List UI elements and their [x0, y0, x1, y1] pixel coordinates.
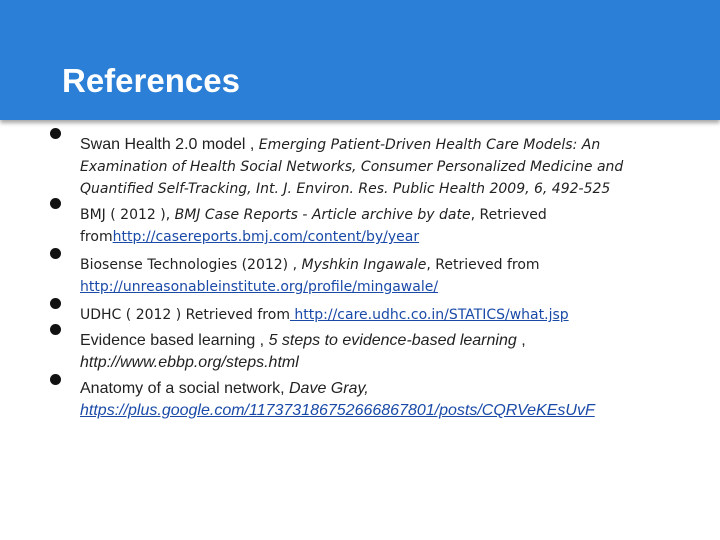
ref3-link[interactable]: http://unreasonableinstitute.org/profile/mingawale/ — [80, 279, 439, 295]
ref5-url: http://www.ebbp.org/steps.html — [80, 354, 299, 371]
ref1-title: Emerging Patient-Driven Health Care Models: An Examination of Health Social Networks, Consumer Personalized Medicine and Quantified Self-Tracking, Int. J. Environ. Res. Public Health 2009, 6, 492-525 — [80, 137, 624, 197]
reference-item-2 — [80, 204, 680, 248]
ref3-retrieved: , Retrieved from — [426, 257, 540, 273]
ref6-source: Anatomy of a social network, — [80, 380, 289, 397]
bullet-icon — [50, 324, 61, 335]
reference-item-5 — [80, 330, 680, 374]
slide-title: References — [62, 62, 240, 99]
ref6-author: Dave Gray, — [288, 380, 369, 397]
reference-item-3 — [80, 254, 680, 298]
bullet-icon — [50, 298, 61, 309]
title-bar — [0, 0, 720, 120]
ref1-source: Swan Health 2.0 model , — [80, 136, 259, 153]
ref5-sep: , — [516, 332, 526, 349]
ref3-author: Myshkin Ingawale — [301, 257, 427, 273]
ref2-source: BMJ ( 2012 ), — [80, 207, 175, 223]
ref5-source: Evidence based learning , — [80, 332, 269, 349]
ref3-source: Biosense Technologies (2012) , — [80, 257, 302, 273]
ref4-source: UDHC ( 2012 ) Retrieved from — [80, 307, 290, 323]
bullet-icon — [50, 128, 61, 139]
bullet-icon — [50, 198, 61, 209]
ref2-title: BMJ Case Reports - Article archive by date — [174, 207, 471, 223]
ref4-link[interactable]: http://care.udhc.co.in/STATICS/what.jsp — [289, 307, 569, 323]
bullet-icon — [50, 248, 61, 259]
reference-item-6 — [80, 378, 680, 422]
ref2-link[interactable]: http://casereports.bmj.com/content/by/year — [112, 229, 420, 245]
reference-item-1 — [80, 134, 680, 200]
ref6-link[interactable]: https://plus.google.com/117373186752666867801/posts/CQRVeKEsUvF — [80, 402, 595, 419]
ref5-title: 5 steps to evidence-based learning — [268, 332, 517, 349]
ref2-retrieved: , Retrieved from — [80, 207, 547, 245]
bullet-icon — [50, 374, 61, 385]
reference-item-4 — [80, 304, 680, 326]
